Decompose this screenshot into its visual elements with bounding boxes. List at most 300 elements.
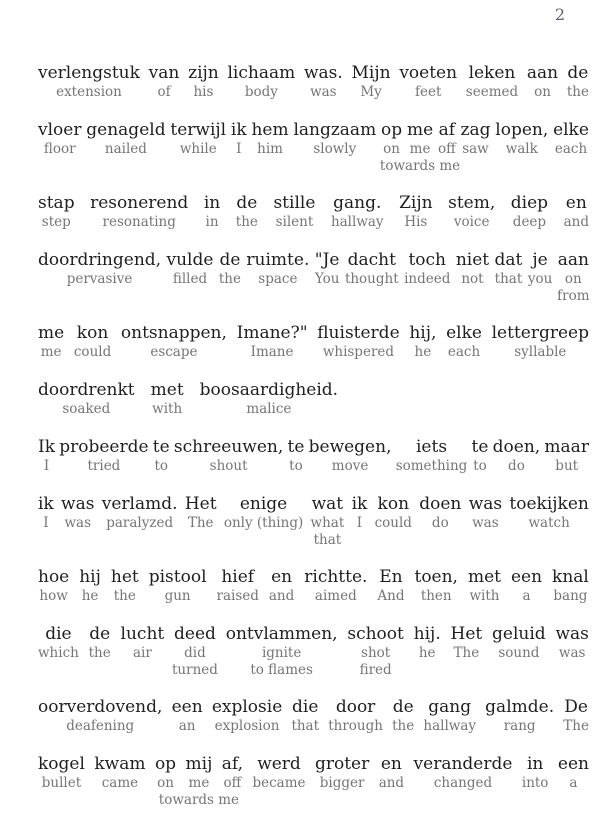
gloss-word: did: [184, 645, 206, 661]
gloss-word: escape: [150, 344, 198, 360]
word-unit: [528, 249, 552, 288]
gloss-word: he: [414, 344, 432, 360]
dutch-word: explosie: [211, 697, 283, 717]
gloss-word: came: [101, 775, 139, 791]
gloss-word: air: [132, 645, 152, 661]
interlinear-line: [38, 192, 589, 231]
gloss-word: the: [218, 271, 241, 287]
gloss-word: he: [418, 645, 436, 661]
word-unit: [414, 566, 457, 605]
dutch-word: Ik: [38, 437, 56, 457]
gloss-word: each: [554, 141, 588, 157]
gloss-word: My: [360, 84, 382, 100]
dutch-word: Zijn: [399, 193, 433, 213]
gloss-word: nailed: [104, 141, 147, 157]
word-unit: [451, 623, 483, 662]
word-unit: [544, 436, 589, 475]
gloss-word: what: [310, 515, 345, 531]
gloss-word: deafening: [66, 718, 135, 734]
dutch-word: doen,: [492, 437, 541, 457]
gloss-word: something: [395, 458, 468, 474]
gloss-word-line2: turned: [172, 662, 218, 678]
gloss-word: do: [508, 458, 525, 474]
word-unit: [225, 623, 338, 678]
word-unit: [219, 249, 241, 288]
gloss-word: with: [152, 401, 183, 417]
word-unit: [493, 436, 541, 475]
gloss-word: aimed: [314, 588, 357, 604]
gloss-word: deep: [512, 214, 547, 230]
gloss-word: And: [377, 588, 405, 604]
dutch-word: aan: [557, 250, 589, 270]
word-unit: [38, 753, 85, 792]
gloss-word: could: [73, 344, 112, 360]
word-unit: [288, 436, 305, 475]
gloss-word: gun: [164, 588, 191, 604]
dutch-word: Het: [184, 494, 217, 514]
dutch-word: enige: [239, 494, 288, 514]
gloss-word: was: [310, 84, 337, 100]
dutch-word: me: [406, 120, 434, 140]
word-unit: [237, 322, 308, 361]
word-unit: [438, 119, 456, 158]
word-unit: [90, 192, 188, 231]
gloss-word: The: [563, 718, 589, 734]
dutch-word: in: [526, 754, 544, 774]
gloss-word: how: [39, 588, 68, 604]
gloss-word-line2: to flames: [250, 662, 313, 678]
word-unit: [38, 62, 140, 101]
dutch-word: de: [236, 193, 258, 213]
word-unit: [460, 119, 490, 158]
dutch-word: verlengstuk: [38, 63, 140, 83]
gloss-word: syllable: [514, 344, 567, 360]
dutch-word: ik: [230, 120, 247, 140]
dutch-word: de: [392, 697, 414, 717]
gloss-word: me: [40, 344, 62, 360]
gloss-word: bigger: [319, 775, 365, 791]
dutch-word: genageld: [86, 120, 166, 140]
word-unit: [563, 696, 589, 735]
dutch-word: gang.: [333, 193, 382, 213]
gloss-word-line2: that: [313, 532, 342, 548]
gloss-word: filled: [172, 271, 208, 287]
gloss-word: each: [447, 344, 481, 360]
gloss-word: I: [43, 458, 50, 474]
gloss-word: explosion: [214, 718, 280, 734]
word-unit: [38, 249, 161, 288]
word-unit: [495, 249, 523, 288]
dutch-word: hem: [251, 120, 289, 140]
dutch-word: doordrenkt: [38, 380, 135, 400]
word-unit: [155, 753, 176, 792]
dutch-word: en: [271, 567, 293, 587]
word-unit: [293, 119, 376, 158]
gloss-word: resonating: [102, 214, 176, 230]
dutch-word: werd: [257, 754, 301, 774]
gloss-word: tried: [87, 458, 121, 474]
gloss-word: into: [521, 775, 549, 791]
word-unit: [227, 62, 295, 101]
gloss-word: could: [374, 515, 412, 531]
word-unit: [38, 192, 75, 231]
word-unit: [212, 696, 282, 735]
word-unit: [291, 696, 319, 735]
word-unit: [204, 192, 220, 231]
dutch-word: pistool: [148, 567, 207, 587]
gloss-word: Imane: [250, 344, 294, 360]
dutch-word: "Je: [314, 250, 340, 270]
word-unit: [492, 623, 546, 662]
gloss-word: he: [81, 588, 99, 604]
word-unit: [328, 696, 383, 735]
word-unit: [273, 192, 315, 231]
word-unit: [153, 436, 170, 475]
word-unit: [317, 322, 399, 361]
gloss-word: to: [154, 458, 169, 474]
dutch-word: elke: [446, 323, 482, 343]
gloss-word: malice: [246, 401, 292, 417]
gloss-word: I: [43, 515, 49, 531]
dutch-word: met: [467, 567, 501, 587]
dutch-word: af,: [221, 754, 244, 774]
gloss-word: on: [534, 84, 551, 100]
gloss-word: hallway: [330, 214, 384, 230]
word-unit: [495, 119, 548, 158]
gloss-word: off: [223, 775, 242, 791]
interlinear-line: [38, 696, 589, 735]
gloss-word: and: [268, 588, 295, 604]
interlinear-line: [38, 322, 589, 361]
interlinear-line: [38, 566, 589, 605]
dutch-word: bewegen,: [308, 437, 392, 457]
dutch-word: toen,: [414, 567, 458, 587]
dutch-word: resonerend: [90, 193, 189, 213]
word-unit: [396, 436, 468, 475]
dutch-word: iets: [415, 437, 448, 457]
word-unit: [102, 493, 178, 532]
gloss-word: whispered: [322, 344, 395, 360]
gloss-word: feet: [414, 84, 442, 100]
gloss-word: became: [252, 775, 306, 791]
word-unit: [414, 753, 513, 792]
word-unit: [304, 566, 367, 605]
interlinear-line: [38, 493, 589, 548]
dutch-word: op: [381, 120, 403, 140]
word-unit: [331, 192, 384, 231]
gloss-word: in: [205, 214, 219, 230]
word-unit: [567, 62, 589, 101]
word-unit: [151, 379, 184, 418]
word-unit: [38, 379, 135, 418]
dutch-word: kon: [377, 494, 410, 514]
word-unit: [377, 566, 404, 605]
gloss-word-line2: from: [557, 288, 590, 304]
interlinear-line: [38, 249, 589, 304]
gloss-word: ignite: [261, 645, 302, 661]
gloss-word: to: [289, 458, 303, 474]
gloss-word: and: [378, 775, 405, 791]
dutch-word: niet: [455, 250, 490, 270]
gloss-word: the: [113, 588, 136, 604]
gloss-word: soaked: [62, 401, 111, 417]
word-unit: [468, 566, 501, 605]
gloss-word: saw: [462, 141, 489, 157]
gloss-word: a: [522, 588, 531, 604]
gloss-word: His: [404, 214, 428, 230]
gloss-word: only (thing): [223, 515, 304, 531]
dutch-word: kwam: [94, 754, 146, 774]
interlinear-line: [38, 62, 589, 101]
dutch-word: probeerde: [59, 437, 149, 457]
dutch-word: dat: [494, 250, 523, 270]
word-unit: [167, 249, 214, 288]
dutch-word: dacht: [347, 250, 396, 270]
dutch-word: schreeuwen,: [173, 437, 284, 457]
gloss-word: shot: [361, 645, 391, 661]
word-unit: [269, 566, 294, 605]
dutch-word: hief: [221, 567, 255, 587]
word-unit: [111, 566, 139, 605]
word-unit: [527, 62, 558, 101]
gloss-word: while: [179, 141, 217, 157]
word-unit: [564, 192, 589, 231]
word-unit: [246, 249, 309, 288]
gloss-word: the: [392, 718, 415, 734]
word-unit: [446, 322, 482, 361]
dutch-word: af: [438, 120, 456, 140]
dutch-word: een: [171, 697, 203, 717]
dutch-word: leken: [468, 63, 516, 83]
word-unit: [347, 623, 404, 678]
dutch-word: met: [150, 380, 184, 400]
gloss-word: that: [494, 271, 523, 287]
dutch-word: ontsnappen,: [120, 323, 227, 343]
gloss-word: was: [64, 515, 92, 531]
gloss-word: I: [356, 515, 363, 531]
word-unit: [511, 566, 542, 605]
gloss-word: seemed: [465, 84, 519, 100]
dutch-word: richtte.: [304, 567, 368, 587]
word-unit: [469, 493, 502, 532]
word-unit: [121, 322, 227, 361]
dutch-word: te: [152, 437, 170, 457]
gloss-word: rang: [503, 718, 536, 734]
word-unit: [315, 753, 369, 792]
word-unit: [466, 62, 518, 101]
gloss-word-line2: towards me: [379, 158, 461, 174]
dutch-word: mij: [185, 754, 213, 774]
gloss-word: thought: [344, 271, 399, 287]
word-unit: [149, 566, 207, 605]
word-unit: [352, 62, 391, 101]
word-unit: [392, 696, 414, 735]
dutch-word: wat: [311, 494, 344, 514]
gloss-word: me: [409, 141, 431, 157]
gloss-word: to: [473, 458, 487, 474]
dutch-word: maar: [544, 437, 589, 457]
dutch-word: geluid: [492, 624, 546, 644]
word-unit: [172, 696, 203, 735]
dutch-word: oorverdovend,: [38, 697, 163, 717]
gloss-word: and: [563, 214, 589, 230]
word-unit: [456, 249, 489, 288]
word-unit: [252, 753, 305, 792]
gloss-word: voice: [453, 214, 490, 230]
gloss-word: on: [157, 775, 174, 791]
word-unit: [38, 436, 55, 475]
word-unit: [188, 62, 219, 101]
word-unit: [414, 623, 441, 662]
dutch-word: en: [565, 193, 587, 213]
gloss-word: extension: [56, 84, 122, 100]
word-unit: [345, 249, 399, 288]
interlinear-line: [38, 753, 589, 808]
gloss-word: floor: [43, 141, 76, 157]
word-unit: [94, 753, 145, 792]
gloss-word: which: [38, 645, 79, 661]
dutch-word: zag: [460, 120, 491, 140]
word-unit: [121, 623, 165, 662]
dutch-word: terwijl: [170, 120, 227, 140]
dutch-word: te: [471, 437, 489, 457]
dutch-word: was: [555, 624, 589, 644]
word-unit: [399, 192, 432, 231]
word-unit: [251, 119, 288, 158]
gloss-word: me: [188, 775, 210, 791]
dutch-word: aan: [526, 63, 559, 83]
gloss-word: indeed: [404, 271, 451, 287]
page-number: 2: [554, 5, 565, 24]
dutch-word: gang: [428, 697, 472, 717]
gloss-word: sound: [498, 645, 540, 661]
gloss-word: through: [328, 718, 383, 734]
gloss-word: on: [383, 141, 400, 157]
dutch-word: verlamd.: [101, 494, 178, 514]
dutch-word: lichaam: [227, 63, 296, 83]
dutch-word: voeten: [399, 63, 458, 83]
word-unit: [224, 493, 303, 532]
word-unit: [200, 379, 338, 418]
dutch-word: kon: [76, 323, 109, 343]
word-unit: [315, 249, 340, 288]
dutch-word: de: [89, 624, 111, 644]
gloss-word: an: [178, 718, 196, 734]
word-unit: [38, 566, 69, 605]
gloss-word: but: [555, 458, 579, 474]
word-unit: [38, 493, 54, 532]
dutch-word: En: [379, 567, 403, 587]
word-unit: [381, 119, 402, 158]
dutch-word: toch: [408, 250, 446, 270]
word-unit: [552, 566, 589, 605]
gloss-word: body: [244, 84, 278, 100]
dutch-word: die: [292, 697, 319, 717]
gloss-word: do: [431, 515, 449, 531]
dutch-word: een: [510, 567, 543, 587]
word-unit: [149, 62, 180, 101]
gloss-word: the: [235, 214, 258, 230]
word-unit: [304, 62, 343, 101]
word-unit: [38, 119, 81, 158]
dutch-word: hoe: [38, 567, 70, 587]
word-unit: [511, 192, 548, 231]
dutch-word: in: [203, 193, 221, 213]
word-unit: [74, 322, 111, 361]
dutch-word: vloer: [38, 120, 82, 140]
gloss-word: walk: [505, 141, 538, 157]
gloss-word: The: [453, 645, 480, 661]
gloss-word: the: [566, 84, 589, 100]
word-unit: [509, 493, 588, 532]
word-unit: [352, 493, 368, 532]
dutch-word: van: [148, 63, 180, 83]
word-unit: [309, 436, 392, 475]
gloss-word: the: [88, 645, 111, 661]
gloss-word: hallway: [423, 718, 476, 734]
dutch-word: stap: [38, 193, 75, 213]
word-unit: [217, 566, 259, 605]
dutch-word: het: [110, 567, 139, 587]
word-unit: [522, 753, 549, 792]
gloss-word: I: [236, 141, 242, 157]
dutch-word: was: [61, 494, 95, 514]
dutch-word: Mijn: [351, 63, 391, 83]
gloss-word: silent: [275, 214, 314, 230]
gloss-word: that: [291, 718, 320, 734]
dutch-word: doordringend,: [38, 250, 162, 270]
dutch-word: lucht: [120, 624, 165, 644]
dutch-word: die: [45, 624, 72, 644]
word-unit: [174, 436, 283, 475]
dutch-word: groter: [314, 754, 370, 774]
dutch-word: ik: [38, 494, 54, 514]
dutch-word: deed: [174, 624, 216, 644]
dutch-word: lopen,: [495, 120, 549, 140]
dutch-word: kogel: [38, 754, 85, 774]
dutch-word: elke: [553, 120, 589, 140]
dutch-word: door: [335, 697, 376, 717]
dutch-word: langzaam: [293, 120, 377, 140]
gloss-word: with: [469, 588, 500, 604]
word-unit: [38, 322, 64, 361]
dutch-word: te: [287, 437, 305, 457]
word-unit: [375, 493, 412, 532]
dutch-word: vulde: [166, 250, 214, 270]
interlinear-line: [38, 436, 589, 475]
gloss-word-line2: towards me: [158, 792, 240, 808]
dutch-word: veranderde: [413, 754, 513, 774]
word-unit: [61, 493, 94, 532]
gloss-word: space: [258, 271, 298, 287]
gloss-word: you: [527, 271, 553, 287]
dutch-word: ik: [351, 494, 368, 514]
dutch-word: me: [38, 323, 65, 343]
gloss-word: then: [420, 588, 452, 604]
gloss-word: The: [187, 515, 214, 531]
dutch-word: toekijken: [509, 494, 589, 514]
interlinear-line: [38, 119, 589, 174]
dutch-word: hij,: [409, 323, 437, 343]
gloss-word: off: [437, 141, 456, 157]
word-unit: [172, 623, 218, 678]
gloss-word: step: [41, 214, 71, 230]
word-unit: [419, 493, 461, 532]
gloss-word: his: [193, 84, 214, 100]
dutch-word: stille: [273, 193, 316, 213]
word-unit: [404, 249, 450, 288]
dutch-word: stem,: [448, 193, 496, 213]
